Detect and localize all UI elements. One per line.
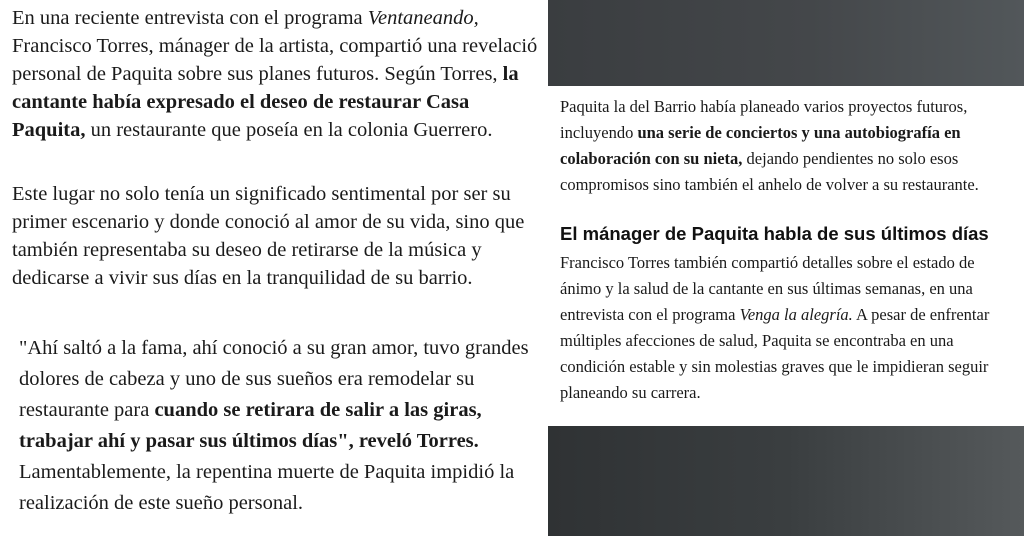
text-segment: incluyendo [560,123,638,142]
section-heading: El mánager de Paquita habla de sus últimos días [560,223,989,244]
text-line [12,116,540,144]
text-line: dedicarse a vivir sus días en la tranquilidad de su barrio. [12,267,473,289]
text-line: también representaba su deseo de retirarse de la música y [12,239,482,261]
article-paragraph-2 [12,180,540,292]
text-line: dolores de cabeza y uno de sus sueños era remodelar su [19,368,475,390]
text-line [560,146,1020,172]
text-segment: A pesar de enfrentar [852,305,990,324]
program-name: Venga la alegría. [739,305,853,324]
text-line: Francisco Torres, mánager de la artista, compartió una revelació [12,35,538,57]
text-segment: personal de Paquita sobre sus planes futuros. Según Torres, [12,63,503,85]
article-paragraph-1 [12,4,540,144]
text-line [12,4,540,32]
bold-segment: una serie de conciertos y una autobiografía en [637,123,961,142]
text-line [12,60,540,88]
text-segment: dejando pendientes no solo esos [742,149,959,168]
text-line: compromisos sino también el anhelo de volver a su restaurante. [560,175,979,194]
text-line: Este lugar no solo tenía un significado sentimental por ser su [12,183,511,205]
dark-background-bottom [548,426,1024,536]
text-line: primer escenario y donde conoció al amor de su vida, sino que [12,211,525,233]
article-paragraph-3 [560,94,1020,198]
text-line: Lamentablemente, la repentina muerte de Paquita impidió la [19,461,515,483]
text-line: Paquita la del Barrio había planeado varios proyectos futuros, [560,97,968,116]
bold-segment: la [502,63,519,85]
dark-background-top [548,0,1024,86]
text-line [560,120,1020,146]
text-line: múltiples afecciones de salud, Paquita se encontraba en una [560,331,954,350]
article-quote [19,333,544,519]
text-line: planeando su carrera. [560,383,701,402]
text-segment: entrevista con el programa [560,305,740,324]
article-paragraph-4 [560,250,1020,406]
text-line: condición estable y sin molestias graves que le impidieran seguir [560,357,989,376]
program-name: Ventaneando, [367,7,479,29]
bold-segment: colaboración con su nieta, [560,149,743,168]
text-line: trabajar ahí y pasar sus últimos días", reveló Torres. [19,430,479,452]
bold-segment: Paquita, [12,119,86,141]
text-line: "Ahí saltó a la fama, ahí conoció a su gran amor, tuvo grandes [19,337,529,359]
right-article-panel [548,86,1024,426]
text-segment: un restaurante que poseía en la colonia Guerrero. [85,119,493,141]
bold-segment: cuando se retirara de salir a las giras, [154,399,482,421]
text-line: cantante había expresado el deseo de restaurar Casa [12,91,470,113]
text-line [560,302,1020,328]
text-segment: En una reciente entrevista con el programa [12,7,368,29]
text-line: Francisco Torres también compartió detalles sobre el estado de [560,253,975,272]
text-line [19,395,544,426]
text-line: ánimo y la salud de la cantante en sus últimas semanas, en una [560,279,973,298]
text-segment: restaurante para [19,399,155,421]
text-line: realización de este sueño personal. [19,492,304,514]
